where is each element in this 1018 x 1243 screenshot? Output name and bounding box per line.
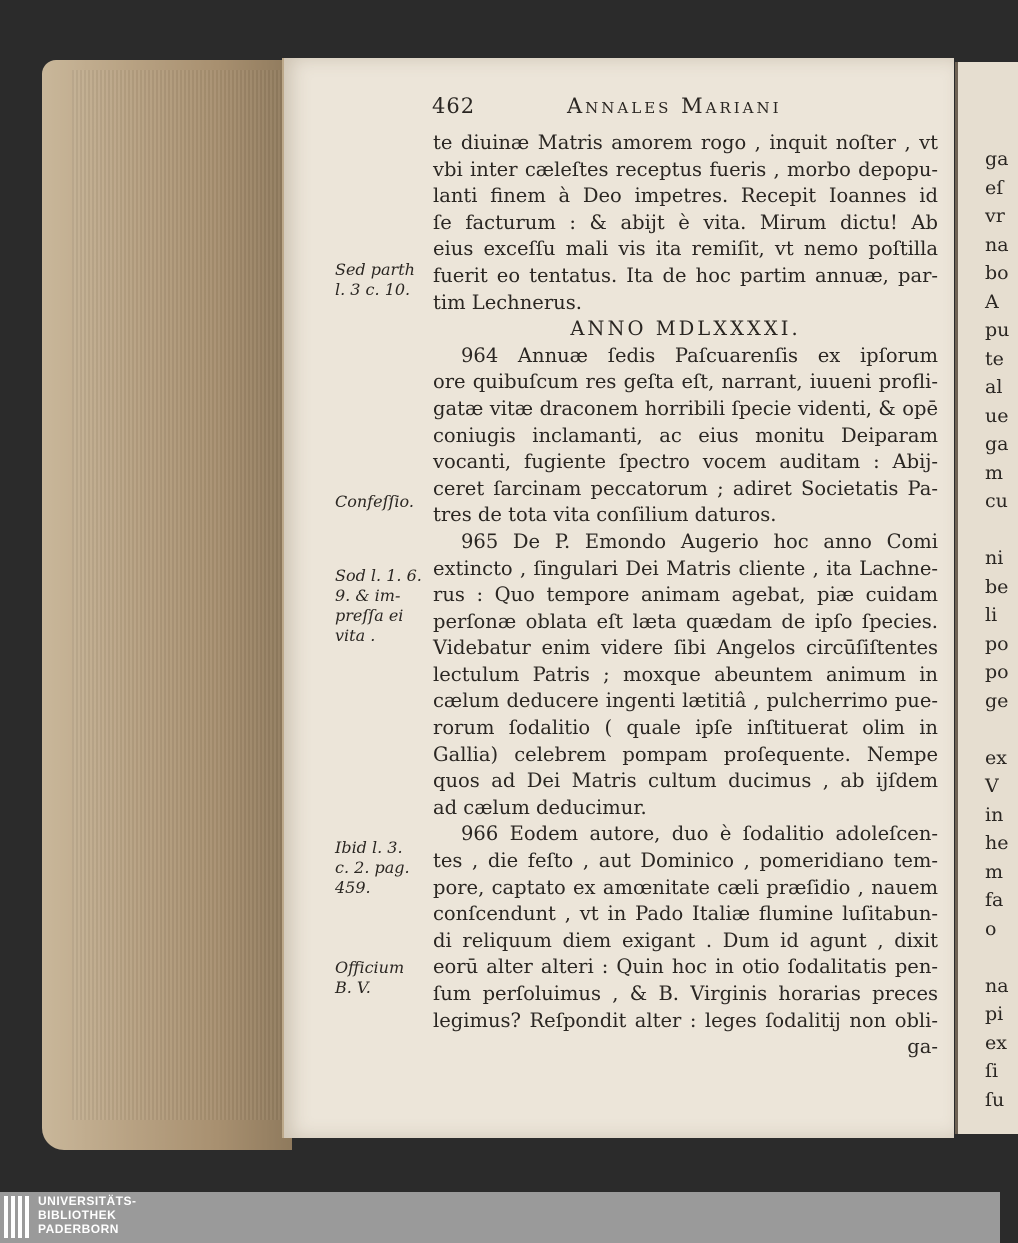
- text-line: gatæ vitæ draconem horribili ſpecie videnti, & opē: [433, 396, 938, 420]
- text-line: vocanti, fugiente ſpectro vocem auditam : Abij-: [433, 450, 938, 474]
- body-text: [433, 130, 938, 1061]
- running-title: Annales Mariani: [567, 94, 782, 118]
- marginal-line: Sed parth: [335, 260, 415, 279]
- fragment: in: [985, 803, 1004, 826]
- fragment: cu: [985, 490, 1008, 512]
- text-line: vbi inter cæleſtes receptus fueris , morbo depopu-: [433, 157, 938, 181]
- text-line: tes , die feſto , aut Dominico , pomeridiano tem-: [433, 849, 938, 873]
- fragment: li: [985, 604, 998, 626]
- marginal-note: [335, 838, 425, 898]
- book-fore-edge: [42, 60, 292, 1150]
- text-line: ad cælum deducimur.: [433, 795, 647, 819]
- page-number: 462: [432, 94, 476, 118]
- marginal-line: c. 2. pag.: [335, 858, 410, 877]
- text-line: coniugis inclamanti, ac eius monitu Deiparam: [433, 423, 938, 447]
- fragment: m: [985, 461, 1004, 484]
- fragment: na: [985, 974, 1009, 997]
- fragment: eſ: [985, 176, 1004, 199]
- right-page-text-fragments: [985, 145, 1009, 1114]
- text-line: cælum deducere ingenti lætitiâ , pulcherrimo pue-: [433, 689, 938, 713]
- fragment: ni: [985, 547, 1004, 569]
- fragment: be: [985, 575, 1009, 598]
- text-line: ceret ſarcinam peccatorum ; adiret Societatis Pa-: [433, 476, 938, 500]
- marginal-line: 9. & im-: [335, 586, 401, 605]
- text-line: lectulum Patris ; moxque abeuntem animum in: [433, 662, 938, 686]
- library-name-line: BIBLIOTHEK: [38, 1208, 117, 1222]
- marginal-note: [335, 260, 425, 300]
- fragment: ue: [985, 404, 1009, 427]
- fragment: V: [985, 775, 999, 797]
- fragment: ſu: [985, 1088, 1005, 1111]
- fragment: po: [985, 661, 1009, 683]
- fragment: po: [985, 632, 1009, 655]
- fragment: ſi: [985, 1060, 999, 1082]
- fragment: ga: [985, 148, 1009, 170]
- text-line: pore, captato ex amœnitate cæli præſidio , nauem: [433, 875, 938, 899]
- text-line: ſe facturum : & abijt è vita. Mirum dictu! Ab: [433, 210, 938, 234]
- text-line: conſcendunt , vt in Pado Italiæ flumine luſitabun-: [433, 902, 938, 926]
- fragment: pu: [985, 319, 1010, 341]
- fragment: [985, 516, 1009, 545]
- fragment: ex: [985, 746, 1007, 769]
- fragment: na: [985, 233, 1009, 256]
- library-footer: [0, 1192, 1000, 1243]
- text-line: lanti finem à Deo impetres. Recepit Ioannes id: [433, 184, 938, 208]
- running-head: [432, 94, 782, 118]
- text-line: fuerit eo tentatus. Ita de hoc partim annuæ, par-: [433, 263, 938, 287]
- text-line: extincto , ſingulari Dei Matris cliente , ita Lachne-: [433, 556, 938, 580]
- text-line: eorū alter alteri : Quin hoc in otio ſodalitatis pen-: [433, 955, 938, 979]
- text-line: ſum perſoluimus , & B. Virginis horarias preces: [433, 982, 938, 1005]
- marginal-note: [335, 958, 425, 998]
- text-line: quos ad Dei Matris cultum ducimus , ab ijſdem: [433, 769, 938, 793]
- text-line: tim Lechnerus.: [433, 290, 582, 314]
- fragment: te: [985, 347, 1004, 370]
- marginal-line: B. V.: [335, 978, 371, 997]
- marginal-line: Ibid l. 3.: [335, 838, 403, 857]
- marginal-line: Confeſſio.: [335, 492, 414, 511]
- fragment: vr: [985, 205, 1005, 227]
- fragment: ga: [985, 433, 1009, 455]
- text-line: di reliquum diem exigant . Dum id agunt , dixit: [433, 928, 938, 952]
- fragment: ge: [985, 689, 1009, 712]
- marginal-note: [335, 492, 425, 512]
- fragment: he: [985, 832, 1009, 854]
- fragment: bo: [985, 262, 1009, 284]
- fragment: ex: [985, 1031, 1007, 1054]
- marginal-line: preſſa ei: [335, 606, 404, 625]
- text-line: rorum ſodalitio ( quale ipſe inſtituerat olim in: [433, 716, 938, 740]
- text-line: 965 De P. Emondo Augerio hoc anno Comi: [461, 529, 938, 553]
- text-line: Videbatur enim videre ſibi Angelos circūſiſtentes: [433, 636, 938, 660]
- catchword: ga-: [907, 1035, 938, 1059]
- fragment: o: [985, 917, 997, 940]
- fragment: [985, 715, 1009, 744]
- marginal-line: 459.: [335, 878, 371, 897]
- library-logo-icon: [4, 1196, 34, 1238]
- text-line: ore quibuſcum res geſta eſt, narrant, iuueni profli-: [433, 370, 938, 394]
- text-line: te diuinæ Matris amorem rogo , inquit noſter , vt: [433, 131, 938, 154]
- fragment: al: [985, 376, 1003, 398]
- marginal-note: [335, 566, 425, 646]
- fragment: [985, 943, 1009, 972]
- text-line: eius exceſſu mali vis ita remiſit, vt nemo poſtilla: [433, 237, 938, 261]
- year-heading: ANNO MDLXXXXI.: [570, 317, 801, 341]
- marginal-line: vita .: [335, 626, 376, 645]
- text-line: perſonæ oblata eſt læta quædam de ipſo ſpecies.: [433, 609, 938, 633]
- library-name-line: UNIVERSITÄTS-: [38, 1194, 137, 1208]
- library-name-line: PADERBORN: [38, 1222, 119, 1236]
- fragment: A: [985, 290, 999, 313]
- marginal-line: l. 3 c. 10.: [335, 280, 411, 299]
- fragment: m: [985, 860, 1004, 883]
- text-line: 964 Annuæ ſedis Paſcuarenſis ex ipſorum: [461, 343, 938, 367]
- text-line: 966 Eodem autore, duo è ſodalitio adoleſcen-: [461, 822, 938, 846]
- fragment: fa: [985, 889, 1004, 911]
- marginal-line: Officium: [335, 958, 405, 977]
- text-line: tres de tota vita conſilium daturos.: [433, 503, 777, 527]
- library-name: [38, 1194, 137, 1236]
- text-line: Gallia) celebrem pompam proſequente. Nempe: [433, 742, 938, 766]
- marginal-line: Sod l. 1. 6.: [335, 566, 422, 585]
- text-line: legimus? Reſpondit alter : leges ſodalitij non obli-: [433, 1008, 938, 1032]
- text-line: rus : Quo tempore animam agebat, piæ cuidam: [433, 583, 938, 607]
- fragment: pi: [985, 1003, 1004, 1025]
